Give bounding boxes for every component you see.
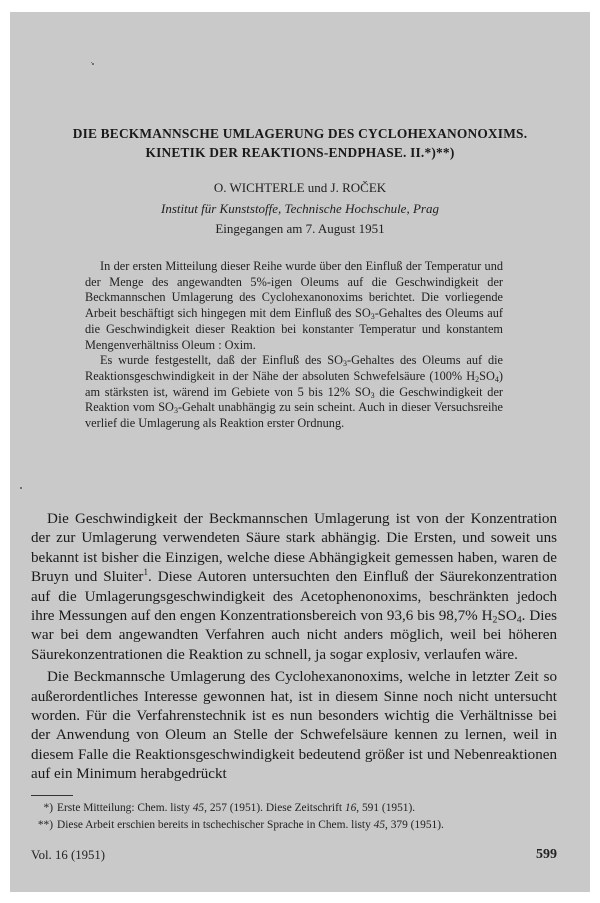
text-run: SO bbox=[479, 368, 495, 383]
title-line-1: DIE BECKMANNSCHE UMLAGERUNG DES CYCLOHEXANONOXIMS. bbox=[72, 126, 528, 141]
volume-label: Vol. 16 (1951) bbox=[31, 848, 106, 862]
text-run: . Dies war bei dem angewandten Verfahren auch nicht anders möglich, weil bei höheren Säurekonzentrationen die Reaktion zu schnell, ja sogar explosiv, verlaufen wäre. bbox=[31, 608, 557, 663]
text-run: Es wurde festgestellt, daß der Einfluß des SO bbox=[100, 353, 343, 368]
text-run: Erste Mitteilung: Chem. listy bbox=[57, 802, 193, 814]
footnote-mark: **) bbox=[37, 819, 53, 831]
subscript: 3 bbox=[370, 312, 375, 322]
subscript: 2 bbox=[492, 614, 498, 626]
footnote-1 bbox=[31, 800, 571, 817]
subscript: 4 bbox=[494, 374, 499, 384]
received-date: Eingegangen am 7. August 1951 bbox=[215, 221, 385, 236]
text-run: , 379 (1951). bbox=[385, 819, 444, 831]
scan-speck bbox=[91, 62, 92, 63]
footnote-mark: *) bbox=[43, 802, 53, 814]
abstract bbox=[85, 259, 503, 432]
footnote-2 bbox=[31, 817, 571, 834]
text-run: -Gehaltes des Oleums auf die Reaktionsgeschwindigkeit in der Nähe der absoluten Schwefelsäure (100% H bbox=[85, 353, 503, 383]
volume-number: 16 bbox=[344, 802, 357, 814]
reference-marker[interactable]: 1 bbox=[143, 567, 148, 578]
subscript: 3 bbox=[342, 359, 347, 369]
text-run: , 591 (1951). bbox=[356, 802, 416, 814]
text-run: , 257 (1951). Diese Zeitschrift bbox=[204, 802, 345, 814]
subscript: 2 bbox=[475, 374, 480, 384]
text-run: Diese Arbeit erschien bereits in tschechischer Sprache in Chem. listy bbox=[57, 819, 374, 831]
abstract-paragraph-1 bbox=[85, 259, 503, 353]
authors: O. WICHTERLE und J. ROČEK bbox=[213, 180, 387, 195]
subscript: 3 bbox=[173, 406, 178, 416]
text-run: -Gehalt unabhängig zu sein scheint. Auch in dieser Versuchsreihe verlief die Umlagerung als Reaktion erster Ordnung. bbox=[85, 400, 503, 431]
title-line-2: KINETIK DER REAKTIONS-ENDPHASE. II.*)**) bbox=[145, 145, 455, 160]
footnote-divider bbox=[31, 795, 73, 796]
text-run: Die Geschwindigkeit der Beckmannschen Umlagerung ist von der Konzentration der zur Umlagerung verwendeten Säure stark abhängig. Die Ersten, und soweit uns bekannt ist bisher die Einzigen, welche diese Abhängigkeit gemessen haben, waren de Bruyn und Sluiter bbox=[31, 511, 557, 586]
text-run: die Geschwindigkeit der Reaktion vom SO bbox=[85, 384, 503, 415]
text-run: SO bbox=[497, 608, 517, 625]
subscript: 3 bbox=[370, 390, 375, 400]
volume-number: 45 bbox=[373, 819, 386, 831]
text-run: . Diese Autoren untersuchten den Einfluß der Säurekonzentration auf die Umlagerungsgeschwindigkeit des Acetophenonoxims, beschränkten jedoch ihre Messungen auf den engen Konzentrationsbereich von 93,6 bis 98,7% H bbox=[31, 569, 558, 625]
footnotes bbox=[31, 800, 571, 834]
subscript: 4 bbox=[516, 614, 522, 626]
scan-speck bbox=[92, 63, 94, 65]
running-footer bbox=[31, 848, 557, 868]
body-paragraph-1 bbox=[31, 510, 557, 665]
text-run: ) am stärksten ist, wärend im Gebiete von 5 bis 12% SO bbox=[85, 368, 503, 399]
scan-speck bbox=[20, 487, 22, 489]
institution: Institut für Kunststoffe, Technische Hochschule, Prag bbox=[161, 201, 439, 216]
abstract-paragraph-2 bbox=[85, 353, 503, 432]
text-run: -Gehaltes des Oleums auf die Geschwindigkeit dieser Reaktion bei konstanter Temperatur und konstantem Mengenverhältniss Oleum : Oxim. bbox=[85, 306, 503, 352]
article-title bbox=[0, 124, 600, 162]
body-text bbox=[31, 510, 557, 785]
text-run: In der ersten Mitteilung dieser Reihe wurde über den Einfluß der Temperatur und der Menge des angewandten 5%-igen Oleums auf die Geschwindigkeit der Beckmannschen Umlagerung des Cyclohexanonoxims berichtet. Die vorliegende Arbeit beschäftigt sich hingegen mit dem Einfluß des SO bbox=[85, 259, 503, 321]
page-number: 599 bbox=[536, 847, 557, 862]
body-paragraph-2: Die Beckmannsche Umlagerung des Cyclohexanonoxims, welche in letzter Zeit so außerordentliches Interesse gewonnen hat, ist in diesem Sinne noch nicht untersucht worden. Für die Verfahrenstechnik ist es nun besonders wichtig die Verhältnisse bei der Anwendung von Oleum an Stelle der Schwefelsäure kennen zu lernen, weil in diesem Falle die Reaktionsgeschwindigkeit bedeutend größer ist und Nebenreaktionen auf ein Minimum herabgedrückt bbox=[31, 669, 557, 783]
volume-number: 45 bbox=[192, 802, 205, 814]
